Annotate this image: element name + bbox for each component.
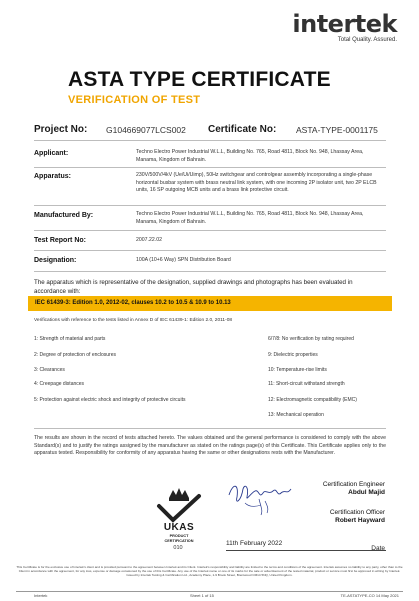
standard-text: IEC 61439-3: Edition 1.0, 2012-02, clauses 10.2 to 10.5 & 10.9 to 10.13 xyxy=(35,300,231,306)
test-item: 1: Strength of material and parts xyxy=(34,336,106,342)
ukas-text: UKAS xyxy=(163,522,195,533)
signatory-role: Certification Engineer xyxy=(322,481,385,488)
ukas-text: CERTIFICATION xyxy=(164,539,194,543)
certificate-title: ASTA TYPE CERTIFICATE xyxy=(68,68,331,91)
manufactured-by-value: Techno Electro Power Industrial W.L.L, Building No. 765, Road 4811, Block No. 948, Lhassay Area, Manama, Kingdom of Bahrain. xyxy=(136,211,364,225)
project-label: Project No: xyxy=(34,124,88,135)
certificate-label: Certificate No: xyxy=(208,124,277,135)
certificate-value: ASTA-TYPE-0001175 xyxy=(296,125,378,135)
ukas-text: PRODUCT xyxy=(169,534,189,538)
results-statement: The results are shown in the record of tests attached hereto. The values obtained and the general performance is considered to comply with the above Standard(s) and to justify the ratings assigned by the manufacturer as stated on the ratings page(s) of this Certificate. This Certificate applies only to the apparatus tested. Responsibility for conformity of any apparatus having the same or other designations rests with the Manufacturer. xyxy=(34,435,386,457)
test-report-value: 2007.22.02 xyxy=(136,237,162,243)
crown-tick-icon xyxy=(147,484,211,524)
verifications-text: Verifications with reference to the tests listed in Annex D of IEC 61439-1: Edition 2.0, 2011-08 xyxy=(34,318,233,323)
test-item: 5: Protection against electric shock and integrity of protective circuits xyxy=(34,397,186,403)
designation-label: Designation: xyxy=(34,257,77,264)
signature-image xyxy=(225,477,305,517)
test-item: 9: Dielectric properties xyxy=(268,352,318,358)
signatory-role: Certification Officer xyxy=(329,509,385,516)
signatory-name: Robert Hayward xyxy=(335,517,385,524)
date-line xyxy=(226,550,386,551)
footer-ref: TE-ASTATYPE-CO 14 May 2021 xyxy=(340,593,399,598)
intertek-logo xyxy=(292,12,397,43)
issue-date: 11th February 2022 xyxy=(226,540,283,547)
test-item: 3: Clearances xyxy=(34,367,65,373)
divider xyxy=(34,230,386,231)
footer-page: Sheet 1 of 15 xyxy=(190,593,214,598)
standard-band xyxy=(28,296,392,311)
date-label: Date xyxy=(371,545,385,552)
test-item: 4: Creepage distances xyxy=(34,381,85,387)
divider xyxy=(34,167,386,168)
test-item: 12: Electromagnetic compatibility (EMC) xyxy=(268,397,357,403)
legal-footer: This Certificate is for the exclusive use of Intertek's client and is provided pursuant to the agreement between Intertek and its Client. Intertek's responsibility and liability are limited to the terms and conditions of the agreement. Intertek assumes no liability to any party, other than to the Client in accordance with the agreement, for any loss, expense or damage occasioned by the use of this Certificate. Any use of the Intertek name or one of its marks for the sale or advertisement of the tested material, product or service must first be approved in writing by Intertek. Issued by Intertek Testing & Certification Ltd., Academy Place, 1-9 Brook Street, Brentwood CM14 5NQ, United Kingdom. xyxy=(16,565,403,577)
footer-left: Intertek xyxy=(34,593,48,598)
logo-wordmark: intertek xyxy=(292,10,397,38)
divider xyxy=(34,271,386,272)
test-item: 10: Temperature-rise limits xyxy=(268,367,327,373)
test-item: 6/7/8: No verification by rating required xyxy=(268,336,354,342)
designation-value: 100A (10+6 Way) SPN Distribution Board xyxy=(136,257,231,263)
divider xyxy=(34,140,386,141)
divider xyxy=(34,205,386,206)
apparatus-label: Apparatus: xyxy=(34,173,71,180)
signatory-name: Abdul Majid xyxy=(348,489,385,496)
test-item: 13: Mechanical operation xyxy=(268,412,324,418)
test-report-label: Test Report No: xyxy=(34,237,86,244)
ukas-number: 010 xyxy=(173,545,183,551)
logo-tagline: Total Quality. Assured. xyxy=(337,37,397,43)
certificate-subtitle: VERIFICATION OF TEST xyxy=(68,94,201,106)
applicant-value: Techno Electro Power Industrial W.L.L, Building No. 765, Road 4811, Block No. 948, Lhassay Area, Manama, Kingdom of Bahrain. xyxy=(136,149,364,163)
footer-divider xyxy=(16,591,403,592)
divider xyxy=(34,250,386,251)
divider xyxy=(34,428,386,429)
manufactured-by-label: Manufactured By: xyxy=(34,212,94,219)
evaluation-intro: The apparatus which is representative of the designation, supplied drawings and photographs has been evaluated in accordance with: xyxy=(34,279,353,295)
test-item: 2: Degree of protection of enclosures xyxy=(34,352,116,358)
project-value: G104669077LCS002 xyxy=(106,125,186,135)
apparatus-value: 230V/500V/4kV (Ue/Ui/Uimp), 50Hz switchgear and controlgear assembly incorporating a single-phase horizontal busbar system with brass neutral link system, with one incoming 2P isolator unit, two 2P ELCB units, 16 SP outgoing MCB units and a brass link protective circuit. xyxy=(136,172,377,194)
applicant-label: Applicant: xyxy=(34,150,69,157)
test-item: 11: Short-circuit withstand strength xyxy=(268,381,345,387)
